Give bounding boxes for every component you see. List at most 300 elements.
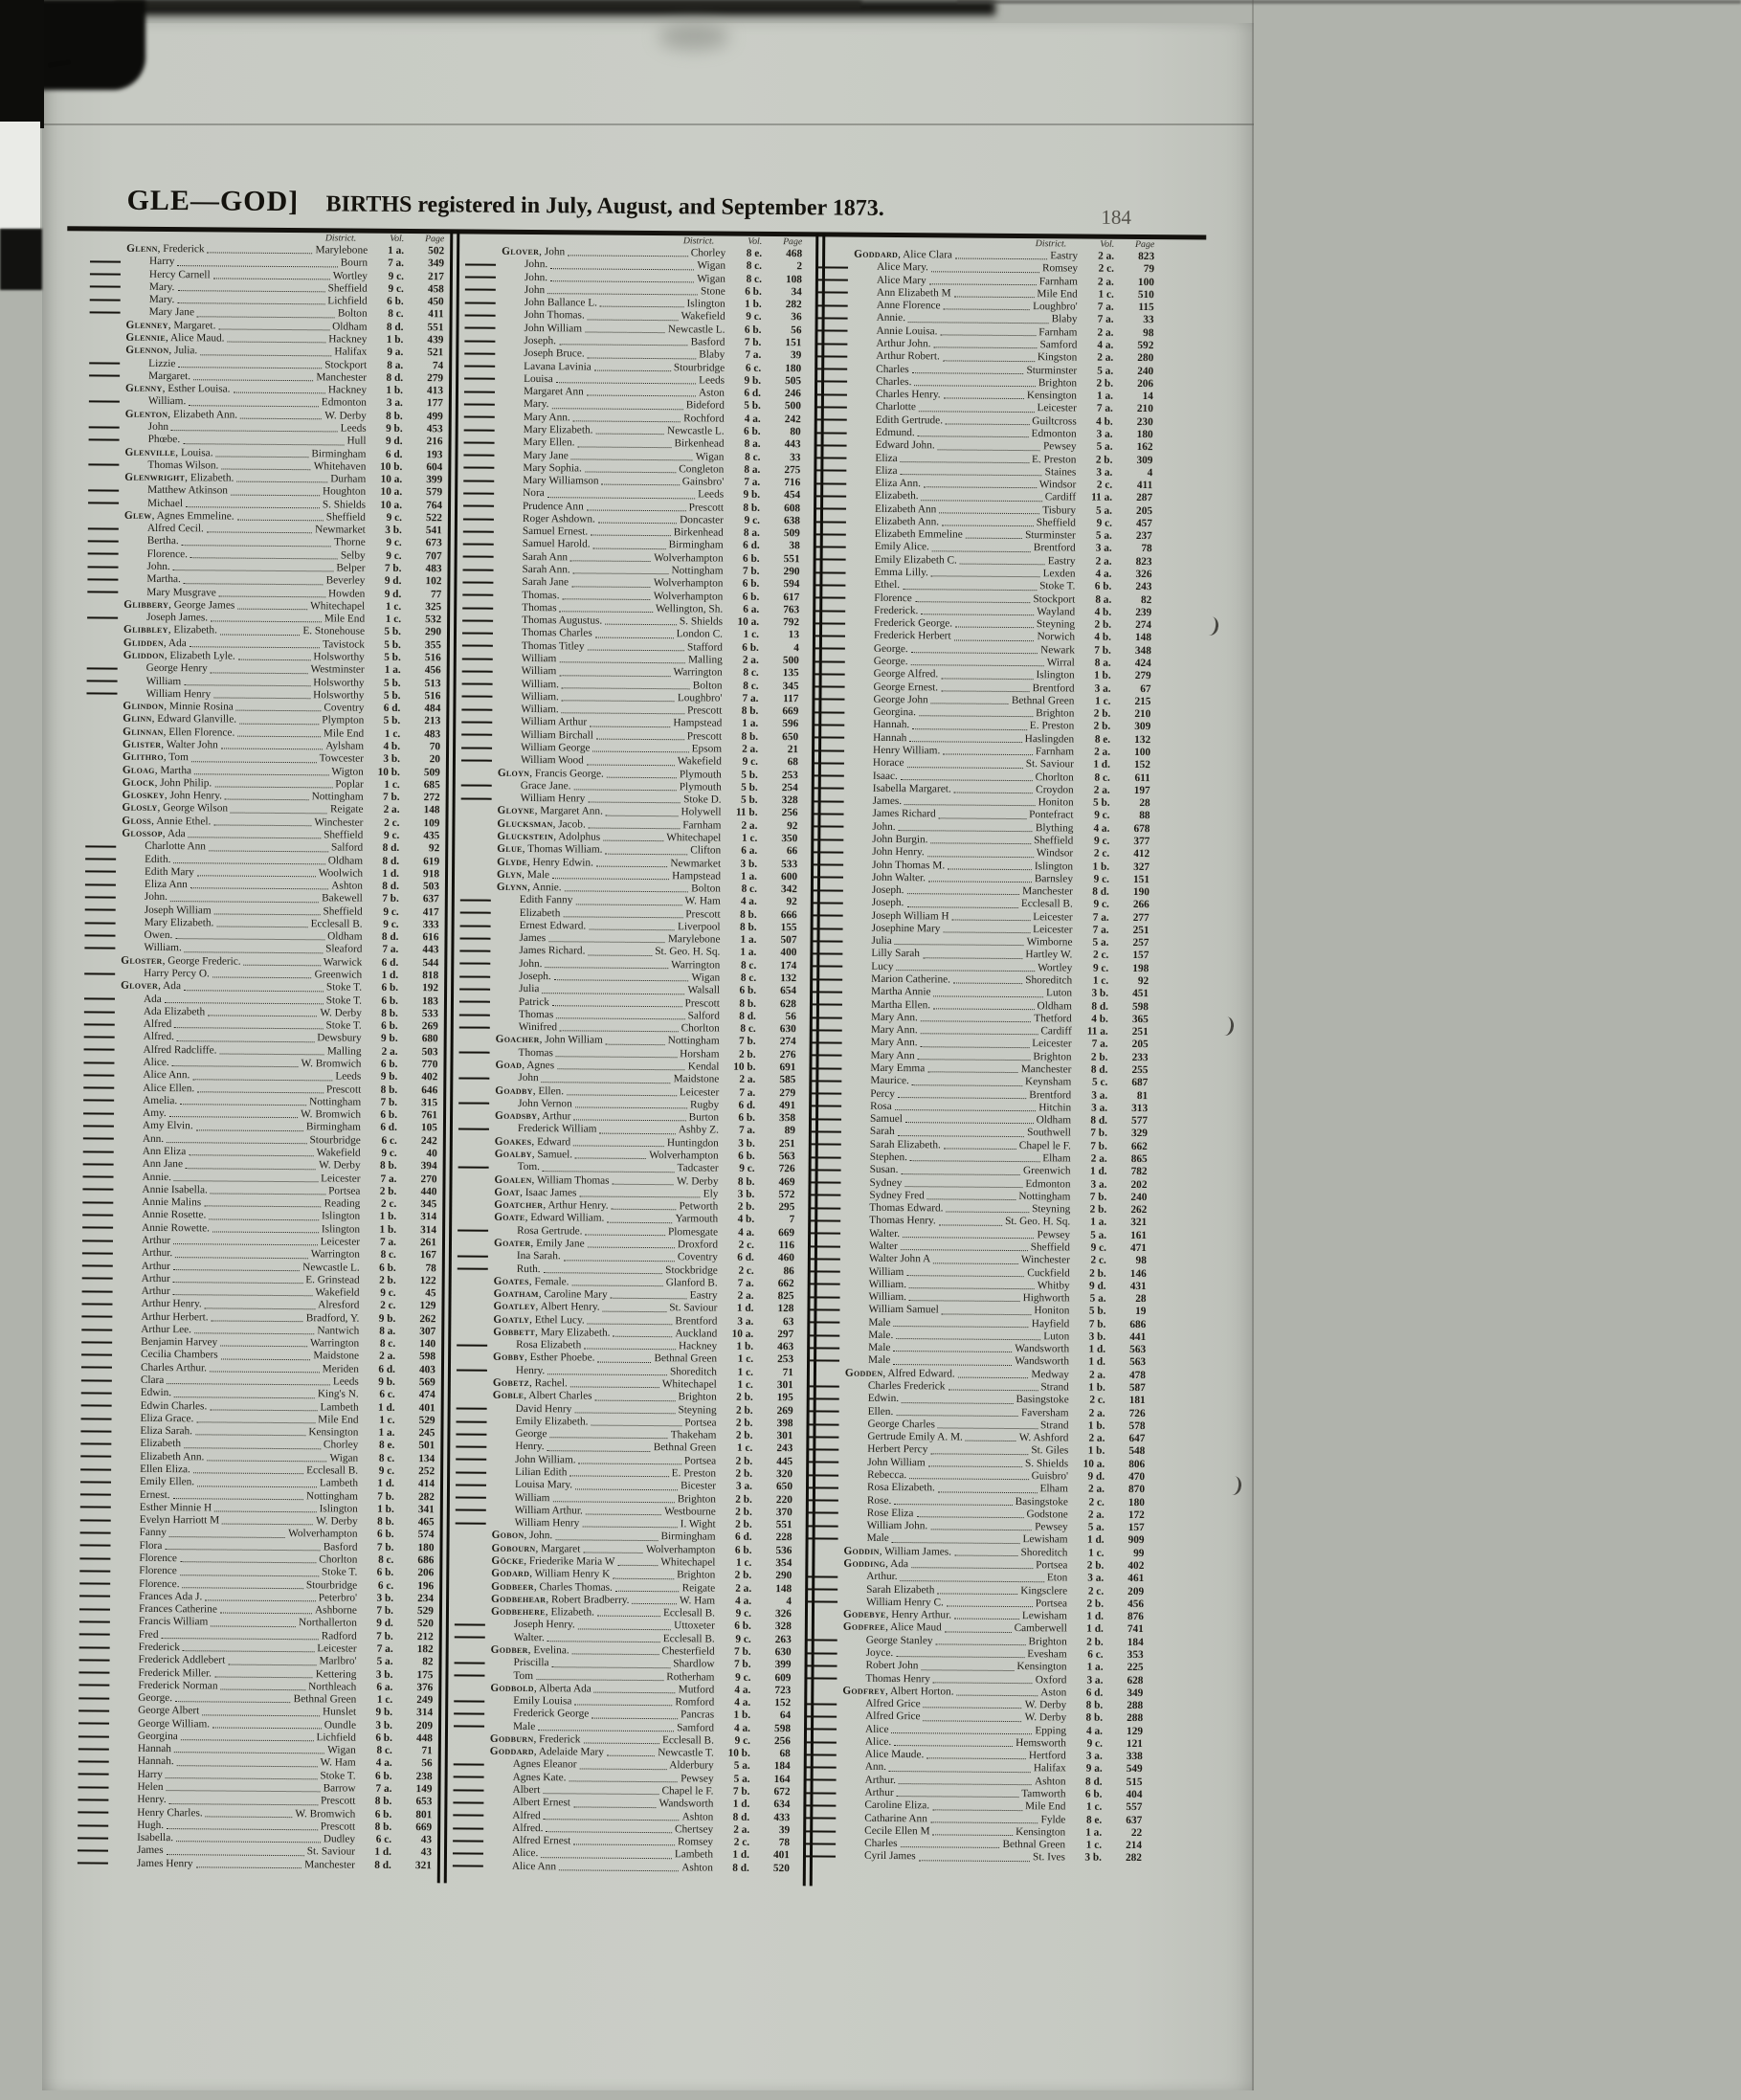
ditto-dash [805,1804,836,1806]
entry-name: John Vernon [518,1097,572,1110]
entry-name: Alfred [143,1018,172,1031]
entry-name: Goater, Emily Jane [493,1237,585,1250]
entry-vol: 9 c. [386,537,402,549]
entry-page: 206 [417,1567,435,1579]
entry-name: Ernest. [139,1488,170,1501]
entry-district: Winchester [314,815,364,829]
entry-page: 161 [1130,1229,1148,1241]
entry-district: Ely [703,1188,719,1200]
ditto-dash [808,1486,838,1488]
entry-page: 215 [1134,695,1151,707]
entry-page: 499 [426,410,443,422]
dot-leader [221,1358,311,1360]
entry-vol: 1 d. [381,969,399,981]
entry-district: Stockport [1033,592,1076,606]
dot-leader [202,1714,320,1716]
entry-name: Edwin. [140,1387,172,1399]
entry-surname: Gloskey [122,789,165,802]
entry-page: 483 [425,563,442,575]
ditto-dash [458,1103,489,1105]
entry-vol: 2 c. [380,1197,397,1211]
entry-name: William Henry [145,687,212,701]
dot-leader [939,817,1026,819]
entry-vol: 3 a. [737,1315,754,1328]
dot-leader [941,690,1030,692]
entry-district: E. Preston [1031,453,1077,465]
entry-district: W. Derby [324,409,367,422]
entry-page: 98 [1135,1255,1147,1267]
dot-leader [632,1603,676,1604]
entry-district: Pewsey [1042,440,1077,453]
entry-vol: 8 c. [743,667,759,680]
ditto-dash [805,1855,836,1857]
entry-name: Harry [148,256,175,268]
dot-leader [911,664,1044,666]
entry-page: 135 [782,667,799,680]
entry-district: Barnsley [1034,872,1074,885]
ditto-dash [89,400,120,402]
ditto-dash [84,947,115,949]
entry-page: 121 [1126,1737,1143,1750]
entry-page: 38 [789,540,800,552]
entry-district: Godstone [1026,1508,1068,1521]
dot-leader [921,1034,1038,1036]
entry-name: Mary Elizabeth. [144,916,214,929]
entry-vol: 10 b. [380,460,403,473]
entry-surname: Glenney [125,319,168,331]
entry-page: 457 [1135,517,1152,530]
entry-name: Francis William [138,1616,209,1628]
entry-page: 672 [773,1786,791,1798]
entry-name: Ada Elizabeth [143,1005,206,1018]
entry-name: Goatley, Albert Henry. [493,1301,600,1313]
ditto-dash [83,1151,114,1152]
entry-page: 611 [1134,771,1150,784]
entry-surname: Glenton [124,408,168,420]
entry-vol: 5 b. [741,781,758,793]
entry-vol: 11 b. [735,807,758,819]
dot-leader [177,265,337,267]
entry-vol: 8 b. [380,1084,398,1096]
entry-name: Margaret Ann [523,386,584,398]
entry-vol: 6 d. [744,387,762,400]
entry-district: Chorlton [681,1022,720,1035]
entry-page: 282 [417,1490,435,1503]
entry-district: Southwell [1027,1127,1071,1139]
entry-vol: 2 b. [736,1392,753,1404]
entry-name: Sarah Ann [522,550,569,564]
dot-leader [205,1599,315,1601]
dot-leader [204,1206,322,1208]
dot-leader [573,1120,685,1122]
entry-vol: 8 d. [381,931,399,944]
entry-page: 509 [423,766,440,778]
dot-leader [939,512,1039,514]
entry-name: Mary Ellen. [523,436,575,449]
entry-vol: 8 c. [740,1022,756,1036]
entry-name: Tom [513,1669,534,1682]
entry-vol: 4 b. [737,1214,755,1226]
entry-district: Lewisham [1021,1610,1068,1622]
entry-district: Pontefract [1029,809,1074,821]
entry-name: James [136,1844,164,1857]
dot-leader [587,764,675,766]
entry-name: Edith Gertrude. [875,413,944,427]
dot-leader [921,614,1034,615]
entry-name: William [145,675,182,687]
dot-leader [585,1234,665,1236]
ditto-dash [78,1685,109,1687]
entry-page: 240 [1130,1191,1148,1203]
entry-district: Guisbro' [1031,1470,1069,1483]
entry-vol: 1 b. [386,333,404,346]
entry-district: Newmarket [670,857,722,870]
dot-leader [896,970,1035,972]
ditto-dash [455,1662,485,1664]
entry-page: 71 [782,1366,793,1378]
ditto-dash [807,1640,837,1642]
entry-page: 680 [421,1033,438,1045]
entry-name: Goacher, John William [495,1034,603,1047]
dot-leader [210,1409,317,1411]
entry-vol: 2 a. [1087,1508,1105,1521]
dot-leader [941,678,1033,680]
dot-leader [912,1084,1022,1086]
ditto-dash [811,1169,841,1171]
entry-surname: Glibbery [123,598,169,611]
entry-name: Alice. [511,1847,539,1860]
dot-leader [960,564,1045,566]
entry-page: 328 [781,794,798,807]
entry-district: Northallerton [298,1617,357,1630]
ditto-dash [815,458,846,459]
entry-page: 183 [421,994,439,1007]
entry-district: Staines [1044,466,1077,479]
dot-leader [206,1816,293,1818]
entry-page: 471 [1129,1241,1148,1255]
entry-name: Glyde, Henry Edwin. [497,856,593,869]
entry-vol: 7 a. [1097,301,1114,313]
entry-name: Amy. [143,1106,167,1120]
page-column-header: Page [783,236,803,248]
entry-page: 770 [421,1059,438,1071]
entry-district: Plomesgate [667,1225,719,1239]
entry-district: Bethnal Green [293,1693,357,1706]
entry-vol: 8 d. [1090,1063,1108,1076]
entry-district: W. Bromwich [295,1807,356,1821]
entry-district: Barrow [323,1782,356,1795]
entry-surname: Godburn [489,1732,534,1745]
ditto-dash [809,1423,839,1425]
entry-district: Shardlow [673,1658,715,1670]
entry-page: 279 [1134,670,1151,682]
entry-vol: 7 a. [375,1782,392,1795]
dot-leader [556,1017,684,1019]
entry-page: 81 [1136,1089,1149,1102]
entry-district: Liverpool [677,921,721,933]
ditto-dash [83,1176,114,1178]
ditto-dash [462,645,493,647]
entry-district: Portsea [1035,1597,1068,1610]
ditto-dash [806,1729,837,1731]
entry-district: Chorlton [1035,771,1074,784]
entry-name: Frances Ada J. [139,1590,203,1603]
ditto-dash [83,1061,114,1063]
entry-district: Stoke T. [325,981,363,994]
entry-district: Horsham [680,1047,720,1061]
ditto-dash [78,1735,109,1737]
entry-surname: Glosly [122,802,158,815]
entry-vol: 6 d. [734,1531,752,1544]
dot-leader [564,1260,675,1262]
dot-leader [611,1298,687,1300]
entry-vol: 1 d. [382,867,400,880]
entry-vol: 1 a. [740,947,757,959]
ditto-dash [87,681,118,682]
dot-leader [221,469,310,471]
entry-district: Hackney [678,1340,718,1352]
entry-page: 500 [782,655,799,667]
entry-page: 148 [775,1582,792,1595]
dot-leader [208,1016,317,1017]
entry-name: Hannah [873,731,907,744]
entry-vol: 1 c. [1095,695,1111,707]
dot-leader [593,547,666,549]
entry-page: 246 [784,388,802,400]
dot-leader [197,316,335,318]
ditto-dash [84,1036,115,1038]
entry-page: 239 [1135,606,1152,618]
entry-page: 256 [781,807,798,819]
entry-district: E. Grinstead [305,1273,360,1286]
entry-name: Julia [519,983,540,995]
entry-page: 270 [420,1173,437,1185]
entry-surname: Glithro [122,750,164,764]
entry-name: Gluckstein, Adolphus [497,830,601,843]
entry-vol: 2 a. [1088,1483,1105,1496]
entry-district: Stoke T. [325,1019,362,1032]
entry-page: 68 [787,756,799,769]
entry-name: Percy [870,1087,896,1100]
entry-name: Elizabeth [140,1438,182,1450]
entry-name: Glenney, Margaret. [125,319,216,332]
entry-page: 79 [1143,263,1155,276]
scan-smudge [658,23,729,50]
entry-page: 532 [425,614,442,626]
ditto-dash [806,1677,837,1679]
dot-leader [597,1361,651,1362]
entry-name: Charles [876,363,909,375]
dot-leader [184,1447,321,1449]
ditto-dash [85,896,116,898]
entry-district: Nottingham [671,565,724,577]
entry-district: Leicester [1033,910,1073,924]
entry-district: S. Shields [679,615,724,628]
entry-page: 315 [421,1096,438,1109]
ditto-dash [815,508,846,510]
ditto-dash [454,1789,484,1791]
ditto-dash [809,1322,839,1324]
entry-name: Goadby, Ellen. [495,1084,565,1097]
entry-name: Charles Frederick [867,1379,946,1393]
dot-leader [910,1160,1039,1162]
entry-vol: 8 d. [1092,885,1109,898]
ditto-dash [459,937,490,939]
dot-leader [617,1565,658,1566]
entry-name: Henry. [515,1441,545,1453]
entry-district: Bethnal Green [654,1352,718,1366]
entry-name: Alice Ellen. [143,1082,195,1094]
entry-vol: 1 a. [378,1426,395,1440]
entry-name: Ruth. [516,1262,541,1275]
dot-leader [893,1364,1012,1366]
entry-name: George Charles [867,1418,935,1431]
ditto-dash [457,1370,487,1372]
entry-vol: 4 a. [740,896,757,908]
entry-vol: 8 c. [1094,771,1110,784]
dot-leader [228,1664,316,1665]
entry-district: Aylsham [325,740,365,752]
entry-vol: 3 b. [1088,1330,1106,1343]
entry-district: Samford [1039,339,1078,351]
entry-page: 67 [1140,682,1151,695]
entry-surname: Glenville [124,446,176,458]
dot-leader [606,815,679,816]
dot-leader [957,1695,1038,1697]
entry-vol: 5 a. [1087,1521,1105,1533]
ditto-dash [813,927,843,929]
entry-district: Stockport [324,358,368,371]
entry-vol: 7 b. [744,336,762,348]
entry-name: David Henry [515,1402,572,1415]
entry-district: Marylebone [315,244,368,257]
entry-page: 216 [426,436,443,448]
dot-leader [552,1666,671,1668]
entry-page: 254 [781,781,798,794]
entry-page: 503 [422,881,439,893]
ditto-dash [815,482,846,484]
entry-name: Henry William. [873,744,941,757]
ditto-dash [82,1278,113,1280]
entry-district: Prescott [685,907,721,921]
entry-district: Stafford [687,641,723,654]
entry-name: George [515,1428,547,1441]
entry-name: Sydney Fred [869,1189,925,1202]
entry-page: 195 [776,1392,793,1404]
entry-vol: 8 b. [741,730,759,743]
entry-page: 451 [1132,988,1150,1000]
dot-leader [931,703,1009,704]
entry-page: 149 [415,1783,433,1796]
entry-page: 157 [1132,949,1150,962]
dot-leader [175,939,324,941]
entry-surname: Glenn [126,242,158,255]
ditto-dash [808,1525,838,1527]
entry-vol: 2 c. [1089,1394,1105,1407]
entry-name: William George [521,741,591,754]
entry-surname: Goalen [494,1173,532,1186]
dot-leader [955,258,1047,260]
entry-district: Honiton [1034,1305,1070,1317]
entry-page: 100 [1134,746,1151,759]
entry-district: Huntingdon [666,1136,719,1150]
dot-leader [942,1313,1032,1315]
entry-page: 86 [783,1264,794,1277]
entry-vol: 2 a. [1097,276,1114,288]
dot-leader [196,1866,302,1868]
entry-surname: Goalby [494,1148,532,1161]
ditto-dash [808,1462,838,1463]
entry-surname: Glover [502,245,540,258]
dot-leader [193,1473,303,1475]
dot-leader [591,1717,678,1719]
dot-leader [220,634,300,636]
entry-name: Thomas Henry [865,1672,930,1685]
dot-leader [928,881,1032,882]
dot-leader [578,1628,671,1630]
entry-page: 272 [423,792,440,804]
entry-name: Georgina. [873,705,917,719]
entry-page: 78 [778,1837,791,1849]
ditto-dash [811,1144,841,1146]
entry-district: Prescott [684,996,721,1010]
ditto-dash [461,797,492,799]
entry-name: Mary Ann. [870,1023,918,1037]
entry-name: Joseph James. [146,612,209,624]
ditto-dash [88,541,119,543]
entry-district: Romford [675,1696,715,1709]
entry-name: Alfred Cecil. [146,523,204,535]
entry-district: Sheffield [1036,517,1076,529]
dot-leader [551,408,682,410]
dot-leader [214,787,332,789]
entry-page: 341 [417,1503,435,1516]
entry-vol: 8 c. [743,680,759,692]
entry-page: 691 [779,1061,796,1074]
entry-page: 102 [425,575,442,588]
dot-leader [237,609,307,611]
ditto-dash [465,289,496,291]
entry-vol: 8 b. [743,502,761,514]
dot-leader [173,862,324,864]
entry-page: 669 [782,705,799,718]
entry-surname: Glindon [123,700,165,713]
entry-page: 220 [775,1493,792,1506]
entry-district: Newmarket [315,524,366,536]
ditto-dash [815,673,845,675]
entry-vol: 6 d. [381,956,399,969]
entry-district: Birkenhead [674,437,725,450]
entry-district: Farnham [1038,275,1078,288]
ditto-dash [815,584,845,586]
entry-vol: 1 d. [1088,1343,1106,1355]
entry-page: 578 [1128,1419,1146,1432]
dot-leader [183,1650,314,1652]
entry-vol: 4 b. [1091,1013,1108,1025]
entry-name: Arthur [141,1285,170,1298]
ditto-dash [463,467,494,469]
dot-leader [209,850,328,852]
entry-district: Wakefield [315,1286,360,1299]
dot-leader [948,868,1032,870]
entry-name: Edwin. [867,1393,900,1405]
entry-surname: Godfree [842,1620,886,1634]
entry-district: Sheffield [324,829,364,841]
entry-district: Ecclesall B. [306,1464,359,1477]
entry-page: 320 [776,1468,793,1481]
entry-page: 128 [777,1303,794,1315]
dot-leader [580,1768,667,1770]
